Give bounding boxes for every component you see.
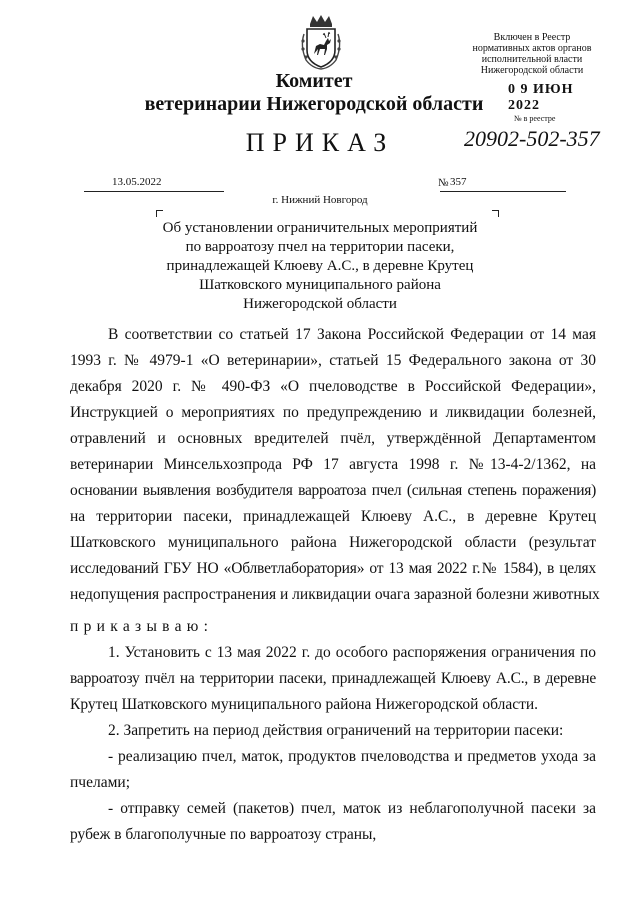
document-city: г. Нижний Новгород xyxy=(272,194,368,206)
stamp-registry-label: № в реестре xyxy=(514,114,556,123)
body-text-line: недопущения распространения и ликвидации очага заразной болезни животных xyxy=(70,586,600,603)
body-text-line: Шатковского муниципального района Нижегородской области (результат xyxy=(70,534,596,551)
body-text-line: ветеринарии Минсельхозпрода РФ 17 августа 1998 г. №13-4-2/1362, на xyxy=(70,456,596,473)
organization-name-line2: ветеринарии Нижегородской области xyxy=(144,93,484,115)
body-text-line: отравлений и основных вредителей пчёл, утверждённой Департаментом xyxy=(70,430,596,447)
registry-stamp xyxy=(456,30,608,151)
stamp-line: нормативных актов органов xyxy=(472,43,592,54)
body-text-line: В соответствии со статьей 17 Закона Российской Федерации от 14 мая xyxy=(108,326,596,343)
body-text-line: исследований ГБУ НО «Облветлаборатория» от 13 мая 2022 г.№ 1584), в целях xyxy=(70,560,596,577)
bullet-1-line: - реализацию пчел, маток, продуктов пчеловодства и предметов ухода за xyxy=(108,748,596,765)
bullet-2-line: - отправку семей (пакетов) пчел, маток из неблагополучной пасеки за xyxy=(108,800,596,817)
document-date: 13.05.2022 xyxy=(112,176,162,188)
date-underline xyxy=(84,191,224,192)
item-2-line: 2. Запретить на период действия ограничений на территории пасеки: xyxy=(108,722,564,739)
coat-of-arms-emblem xyxy=(298,14,344,70)
body-text-line: на территории пасеки, принадлежащей Клюеву А.С., в деревне Крутец xyxy=(70,508,596,525)
stamp-registry-number: 20902-502-357 xyxy=(464,126,600,151)
bullet-2-line: рубеж в благополучные по варроатозу страны, xyxy=(70,826,377,843)
body-text-line: декабря 2020 г. № 490-ФЗ «О пчеловодстве в Российской Федерации», xyxy=(70,378,596,395)
stamp-line: исполнительной власти xyxy=(481,54,583,65)
subject-bracket-left xyxy=(156,210,163,217)
document-number: 357 xyxy=(450,176,467,188)
body-text-line: Инструкцией о мероприятиях по предупреждению и ликвидации болезней, xyxy=(70,404,596,421)
item-1-line: варроатозу пчёл на территории пасеки, принадлежащей Клюеву А.С., в деревне xyxy=(70,670,596,687)
subject-bracket-right xyxy=(492,210,499,217)
subject-line: Нижегородской области xyxy=(243,296,397,312)
body-text-line: 1993 г. № 4979-1 «О ветеринарии», статьей 15 Федерального закона от 30 xyxy=(70,352,596,369)
number-underline xyxy=(440,191,566,192)
item-1-line: 1. Установить с 13 мая 2022 г. до особого распоряжения ограничения по xyxy=(108,644,596,661)
subject-line: по варроатозу пчел на территории пасеки, xyxy=(185,239,455,255)
item-1-line: Крутец Шатковского муниципального района Нижегородской области. xyxy=(70,696,539,713)
stamp-line: Включен в Реестр xyxy=(493,32,571,43)
order-verb: приказываю: xyxy=(70,618,214,635)
stamp-line: Нижегородской области xyxy=(480,65,584,76)
subject-line: Шатковского муниципального района xyxy=(199,277,441,293)
organization-name-line1: Комитет xyxy=(275,70,353,92)
subject-line: Об установлении ограничительных мероприятий xyxy=(162,220,478,236)
document-title: ПРИКАЗ xyxy=(245,128,395,157)
document-number-label: № xyxy=(438,177,449,189)
subject-line: принадлежащей Клюеву А.С., в деревне Крутец xyxy=(166,258,474,274)
body-text-line: основании выявления возбудителя варроатоза пчел (сильная степень поражения) xyxy=(70,482,596,499)
bullet-1-line: пчелами; xyxy=(70,774,130,791)
stamp-date: 0 9 ИЮН 2022 xyxy=(508,82,574,113)
